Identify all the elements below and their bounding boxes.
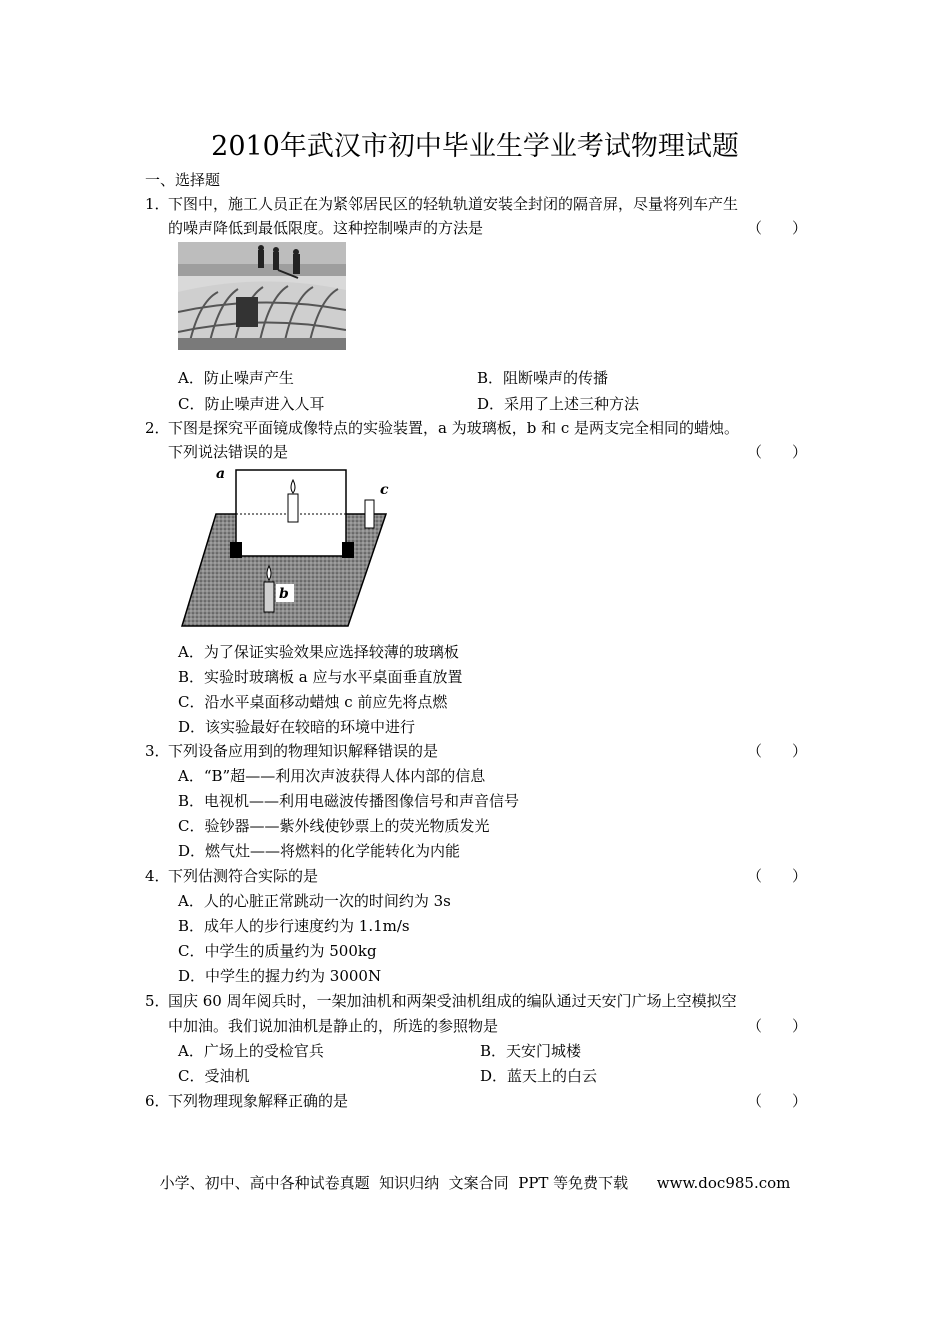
- q1-option-c: C．防止噪声进入人耳: [178, 395, 325, 413]
- q1-option-d: D．采用了上述三种方法: [477, 395, 640, 413]
- q1-number: 1．: [145, 195, 170, 213]
- q3-option-a: A．“B”超——利用次声波获得人体内部的信息: [178, 767, 486, 785]
- q2-answer-paren: （ ）: [747, 443, 808, 461]
- q4-text-line1: 下列估测符合实际的是: [168, 867, 319, 885]
- q3-option-d: D．燃气灶——将燃料的化学能转化为内能: [178, 842, 461, 860]
- q3-option-c: C．验钞器——紫外线使钞票上的荧光物质发光: [178, 817, 490, 835]
- q5-text-line1: 国庆 60 周年阅兵时，一架加油机和两架受油机组成的编队通过天安门广场上空模拟空: [168, 992, 737, 1010]
- q3-answer-paren: （ ）: [747, 742, 808, 760]
- q2-option-a: A．为了保证实验效果应选择较薄的玻璃板: [178, 643, 459, 661]
- q4-option-b: B．成年人的步行速度约为 1.1m/s: [178, 917, 410, 935]
- q5-number: 5．: [145, 992, 170, 1010]
- q4-option-c: C．中学生的质量约为 500kg: [178, 942, 377, 960]
- q5-answer-paren: （ ）: [747, 1017, 808, 1035]
- q2-text-line2: 下列说法错误的是: [168, 443, 289, 461]
- q4-option-d: D．中学生的握力约为 3000N: [178, 967, 382, 985]
- section-heading: 一、选择题: [145, 171, 221, 189]
- q1-answer-paren: （ ）: [747, 219, 808, 237]
- q2-option-d: D．该实验最好在较暗的环境中进行: [178, 718, 416, 736]
- q2-text-line1: 下图是探究平面镜成像特点的实验装置，a 为玻璃板，b 和 c 是两支完全相同的蜡烛。: [168, 419, 740, 437]
- q1-option-a: A．防止噪声产生: [178, 369, 294, 387]
- q4-number: 4．: [145, 867, 170, 885]
- q3-number: 3．: [145, 742, 170, 760]
- q1-noise-barrier-photo: [178, 242, 346, 350]
- page-footer: 小学、初中、高中各种试卷真题 知识归纳 文案合同 PPT 等免费下载 www.doc985.com: [159, 1174, 791, 1192]
- q2-figure-label-b: b: [279, 586, 289, 602]
- q4-answer-paren: （ ）: [747, 867, 808, 885]
- q1-text-line1: 下图中，施工人员正在为紧邻居民区的轻轨轨道安装全封闭的隔音屏，尽量将列车产生: [168, 195, 739, 213]
- q2-figure-label-c: c: [380, 482, 389, 498]
- q6-number: 6．: [145, 1092, 170, 1110]
- q2-figure-label-a: a: [216, 466, 226, 482]
- q6-text-line1: 下列物理现象解释正确的是: [168, 1092, 349, 1110]
- q2-option-b: B．实验时玻璃板 a 应与水平桌面垂直放置: [178, 668, 463, 686]
- q5-text-line2: 中加油。我们说加油机是静止的，所选的参照物是: [168, 1017, 499, 1035]
- q2-number: 2．: [145, 419, 170, 437]
- q3-text-line1: 下列设备应用到的物理知识解释错误的是: [168, 742, 439, 760]
- page-title: 2010年武汉市初中毕业生学业考试物理试题: [211, 131, 739, 162]
- q5-option-d: D．蓝天上的白云: [480, 1067, 598, 1085]
- q4-option-a: A．人的心脏正常跳动一次的时间约为 3s: [178, 892, 451, 910]
- q5-option-c: C．受油机: [178, 1067, 250, 1085]
- q3-option-b: B．电视机——利用电磁波传播图像信号和声音信号: [178, 792, 520, 810]
- q1-option-b: B．阻断噪声的传播: [477, 369, 609, 387]
- q6-answer-paren: （ ）: [747, 1092, 808, 1110]
- q1-text-line2: 的噪声降低到最低限度。这种控制噪声的方法是: [168, 219, 484, 237]
- q2-option-c: C．沿水平桌面移动蜡烛 c 前应先将点燃: [178, 693, 448, 711]
- q5-option-a: A．广场上的受检官兵: [178, 1042, 324, 1060]
- q2-plane-mirror-apparatus-diagram: [180, 464, 390, 630]
- q5-option-b: B．天安门城楼: [480, 1042, 582, 1060]
